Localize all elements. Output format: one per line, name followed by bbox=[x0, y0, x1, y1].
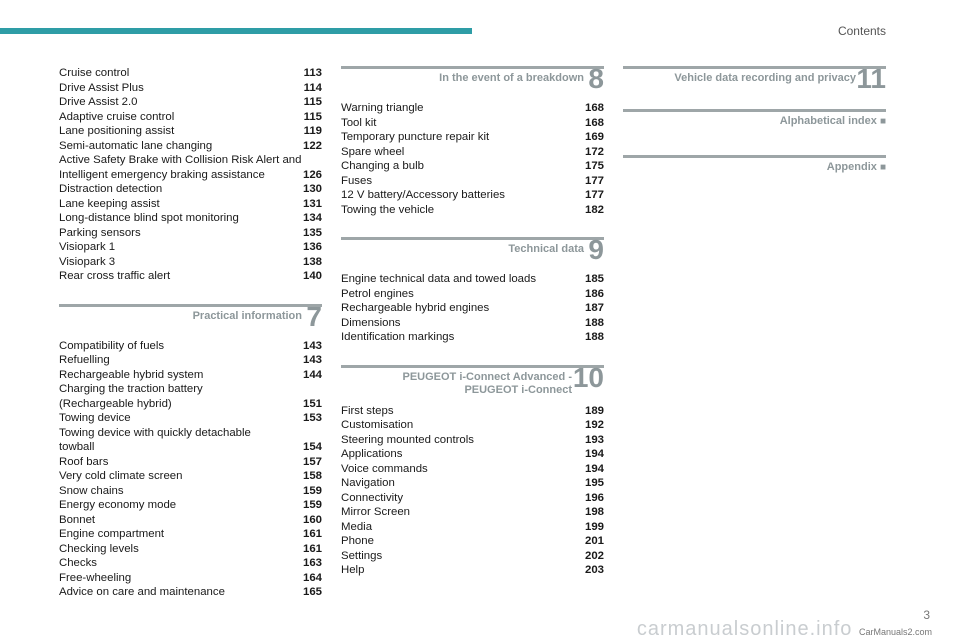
toc-entry-page: 119 bbox=[303, 125, 322, 137]
section-11 bbox=[623, 63, 886, 99]
toc-entry-title: Cruise control bbox=[59, 67, 130, 79]
toc-entry[interactable] bbox=[341, 174, 604, 189]
toc-entry[interactable] bbox=[59, 339, 322, 354]
alphabetical-index-section bbox=[623, 109, 886, 136]
toc-entry[interactable] bbox=[59, 168, 322, 183]
section-10-heading[interactable] bbox=[341, 361, 604, 402]
toc-entry-title: towball bbox=[59, 441, 95, 453]
toc-entry-title: Changing a bulb bbox=[341, 160, 424, 172]
toc-entry-title: Intelligent emergency braking assistance bbox=[59, 168, 265, 181]
toc-entry-page: 199 bbox=[584, 520, 604, 533]
header-label: Contents bbox=[837, 24, 886, 38]
toc-entry[interactable] bbox=[341, 520, 604, 535]
toc-entry-title: Very cold climate screen bbox=[59, 470, 183, 482]
toc-entry[interactable] bbox=[59, 411, 322, 426]
toc-entry-title: Roof bars bbox=[59, 455, 109, 468]
toc-entry[interactable] bbox=[341, 534, 604, 549]
toc-entry[interactable] bbox=[341, 159, 604, 174]
toc-entry-title: Identification markings bbox=[341, 331, 455, 343]
toc-entry[interactable] bbox=[341, 418, 604, 433]
toc-entry[interactable] bbox=[59, 95, 322, 110]
section-10-title-line-2: PEUGEOT i-Connect bbox=[464, 383, 572, 396]
section-9 bbox=[341, 234, 604, 345]
toc-entry-title: Adaptive cruise control bbox=[59, 110, 175, 123]
toc-column-3 bbox=[623, 63, 886, 182]
toc-entry-page: 203 bbox=[584, 564, 604, 576]
toc-entry[interactable] bbox=[59, 255, 322, 270]
toc-entry[interactable] bbox=[59, 269, 322, 284]
section-8-entries bbox=[341, 101, 604, 217]
toc-entry-page: 182 bbox=[584, 203, 604, 216]
toc-entry-page: 140 bbox=[302, 270, 322, 282]
toc-entry[interactable] bbox=[59, 585, 322, 600]
toc-entry-page: 198 bbox=[584, 506, 604, 518]
toc-entry-title: Charging the traction battery bbox=[59, 383, 203, 395]
toc-entry-page: 188 bbox=[584, 316, 604, 329]
toc-entry-title: Warning triangle bbox=[341, 102, 424, 114]
section-10-title-line-1: PEUGEOT i-Connect Advanced - bbox=[402, 370, 572, 383]
toc-entry[interactable] bbox=[341, 301, 604, 316]
toc-entry-page: 135 bbox=[302, 226, 322, 239]
toc-entry-page: 194 bbox=[584, 462, 604, 475]
toc-entry-title: Rechargeable hybrid system bbox=[59, 368, 204, 381]
toc-entry-title: (Rechargeable hybrid) bbox=[59, 397, 172, 410]
toc-entry-page: 113 bbox=[303, 67, 322, 79]
toc-entry[interactable] bbox=[59, 542, 322, 557]
toc-entry-page: 115 bbox=[303, 110, 322, 123]
section-7 bbox=[59, 300, 322, 600]
toc-entry[interactable] bbox=[341, 549, 604, 564]
toc-entry-page: 194 bbox=[584, 448, 604, 460]
toc-entry-title: Bonnet bbox=[59, 513, 96, 526]
toc-entry[interactable] bbox=[341, 563, 604, 578]
section-7-heading[interactable] bbox=[59, 300, 322, 337]
toc-entry[interactable] bbox=[59, 211, 322, 226]
toc-entry-title: Long-distance blind spot monitoring bbox=[59, 212, 239, 224]
toc-entry-title: Snow chains bbox=[59, 484, 124, 497]
toc-entry[interactable] bbox=[59, 455, 322, 470]
toc-entry[interactable] bbox=[59, 197, 322, 212]
toc-entry-page: 159 bbox=[302, 484, 322, 497]
section-10-entries bbox=[341, 404, 604, 578]
toc-entry-page: 136 bbox=[302, 241, 322, 253]
toc-entry[interactable] bbox=[59, 527, 322, 542]
toc-entry-title: Energy economy mode bbox=[59, 499, 177, 511]
toc-entry-title: Engine technical data and towed loads bbox=[341, 273, 537, 285]
toc-entry-title: Checking levels bbox=[59, 542, 139, 555]
toc-entry-title: First steps bbox=[341, 404, 394, 417]
toc-entry-page: 131 bbox=[302, 197, 322, 210]
toc-entry-page: 188 bbox=[584, 331, 604, 343]
toc-entry[interactable] bbox=[341, 404, 604, 419]
toc-entry[interactable] bbox=[341, 145, 604, 160]
toc-entry-title: Phone bbox=[341, 535, 374, 547]
toc-entry-page: 143 bbox=[302, 354, 322, 366]
toc-entry[interactable] bbox=[341, 101, 604, 116]
toc-entry-page: 126 bbox=[302, 168, 322, 181]
toc-entry-page: 187 bbox=[584, 302, 604, 314]
toc-entry-title: Navigation bbox=[341, 477, 395, 489]
toc-entry-title: Settings bbox=[341, 549, 383, 562]
toc-entry-page: 169 bbox=[584, 131, 604, 143]
toc-entry[interactable] bbox=[59, 440, 322, 455]
toc-entry[interactable] bbox=[59, 226, 322, 241]
toc-entry-title: Mirror Screen bbox=[341, 506, 410, 518]
toc-entry-title: Visiopark 1 bbox=[59, 241, 116, 253]
toc-entry[interactable] bbox=[341, 188, 604, 203]
toc-entry[interactable] bbox=[59, 484, 322, 499]
toc-entry-title: Semi-automatic lane changing bbox=[59, 139, 213, 152]
toc-entry[interactable] bbox=[59, 66, 322, 81]
toc-entry-title: Dimensions bbox=[341, 316, 401, 329]
toc-entry[interactable] bbox=[341, 272, 604, 287]
toc-entry-page: 172 bbox=[584, 145, 604, 158]
entry-list bbox=[59, 66, 322, 284]
toc-entry-title: Media bbox=[341, 520, 373, 533]
toc-entry-title: Fuses bbox=[341, 174, 373, 187]
toc-entry-title: Active Safety Brake with Collision Risk Alert and bbox=[59, 154, 302, 166]
toc-entry-page: 157 bbox=[302, 455, 322, 468]
toc-entry-title: Steering mounted controls bbox=[341, 433, 474, 446]
toc-entry[interactable] bbox=[341, 476, 604, 491]
toc-entry-page: 185 bbox=[584, 273, 604, 285]
toc-entry-page: 168 bbox=[584, 116, 604, 129]
section-9-number: 9 bbox=[588, 234, 604, 265]
section-8-number: 8 bbox=[588, 63, 604, 94]
toc-entry[interactable] bbox=[59, 469, 322, 484]
toc-entry-title: Compatibility of fuels bbox=[59, 339, 165, 352]
toc-entry[interactable] bbox=[341, 316, 604, 331]
toc-entry-title: Customisation bbox=[341, 419, 414, 431]
appendix-heading[interactable] bbox=[623, 155, 886, 182]
toc-entry-page: 201 bbox=[584, 535, 604, 547]
toc-entry[interactable] bbox=[341, 116, 604, 131]
toc-entry[interactable] bbox=[59, 139, 322, 154]
section-11-number: 11 bbox=[856, 63, 886, 94]
toc-entry[interactable] bbox=[59, 426, 322, 441]
toc-entry[interactable] bbox=[59, 182, 322, 197]
toc-entry-page: 202 bbox=[584, 549, 604, 562]
toc-entry[interactable] bbox=[59, 81, 322, 96]
section-9-entries bbox=[341, 272, 604, 345]
toc-entry-page: 154 bbox=[302, 441, 322, 453]
toc-entry[interactable] bbox=[341, 505, 604, 520]
toc-entry-page: 138 bbox=[302, 255, 322, 268]
toc-entry-title: Tool kit bbox=[341, 116, 377, 129]
toc-entry-title: Lane keeping assist bbox=[59, 197, 160, 210]
toc-entry-page: 193 bbox=[584, 433, 604, 446]
section-11-title: Vehicle data recording and privacy bbox=[674, 72, 856, 84]
toc-entry[interactable] bbox=[59, 571, 322, 586]
toc-entry-title: Connectivity bbox=[341, 491, 404, 504]
toc-entry-title: Lane positioning assist bbox=[59, 125, 175, 137]
toc-entry[interactable] bbox=[59, 397, 322, 412]
toc-entry[interactable] bbox=[341, 433, 604, 448]
section-7-number: 7 bbox=[306, 300, 322, 332]
section-9-heading[interactable] bbox=[341, 234, 604, 270]
toc-entry-title: Rear cross traffic alert bbox=[59, 270, 171, 282]
toc-entry-page: 186 bbox=[584, 287, 604, 300]
toc-entry-page: 196 bbox=[584, 491, 604, 504]
toc-entry-page: 159 bbox=[302, 499, 322, 511]
header-accent-bar bbox=[0, 28, 472, 34]
toc-entry-title: Refuelling bbox=[59, 354, 110, 366]
toc-entry[interactable] bbox=[59, 124, 322, 139]
toc-entry-title: Rechargeable hybrid engines bbox=[341, 302, 490, 314]
toc-entry[interactable] bbox=[59, 498, 322, 513]
toc-entry-page: 177 bbox=[584, 174, 604, 187]
toc-entry-page: 164 bbox=[302, 571, 322, 584]
toc-entry-title: Spare wheel bbox=[341, 145, 405, 158]
alphabetical-index-heading[interactable] bbox=[623, 109, 886, 136]
section-7-entries bbox=[59, 339, 322, 600]
square-bullet-icon: ■ bbox=[879, 162, 886, 173]
toc-entry-page: 143 bbox=[302, 339, 322, 352]
toc-entry[interactable] bbox=[59, 513, 322, 528]
toc-column-2 bbox=[341, 63, 604, 578]
toc-entry[interactable] bbox=[341, 130, 604, 145]
toc-entry-page: 168 bbox=[584, 102, 604, 114]
toc-entry[interactable] bbox=[59, 240, 322, 255]
section-7-title: Practical information bbox=[192, 309, 302, 322]
toc-entry-title: Drive Assist Plus bbox=[59, 81, 144, 94]
toc-entry[interactable] bbox=[341, 203, 604, 218]
section-10-number: 10 bbox=[572, 361, 604, 393]
section-8 bbox=[341, 63, 604, 217]
toc-entry-page: 115 bbox=[303, 96, 322, 108]
toc-entry[interactable] bbox=[59, 110, 322, 125]
alphabetical-index-title bbox=[780, 115, 886, 128]
toc-entry[interactable] bbox=[341, 447, 604, 462]
toc-entry-page: 189 bbox=[584, 404, 604, 417]
toc-entry-title: Temporary puncture repair kit bbox=[341, 131, 490, 143]
toc-entry-title: Voice commands bbox=[341, 462, 428, 475]
toc-entry-page: 195 bbox=[584, 477, 604, 489]
toc-entry-title: Drive Assist 2.0 bbox=[59, 96, 138, 108]
watermark-text: carmanualsonline.info bbox=[636, 618, 853, 640]
section-11-heading[interactable] bbox=[623, 63, 886, 99]
section-8-title: In the event of a breakdown bbox=[439, 72, 584, 84]
toc-entry-title: Petrol engines bbox=[341, 287, 414, 300]
toc-entry-page: 144 bbox=[302, 368, 322, 381]
toc-entry-title: 12 V battery/Accessory batteries bbox=[341, 189, 505, 201]
appendix-title bbox=[827, 161, 886, 174]
toc-entry-page: 153 bbox=[302, 412, 322, 424]
toc-entry[interactable] bbox=[59, 353, 322, 368]
toc-entry-page: 161 bbox=[302, 542, 322, 555]
toc-entry[interactable] bbox=[341, 287, 604, 302]
toc-entry[interactable] bbox=[341, 491, 604, 506]
toc-entry[interactable] bbox=[59, 556, 322, 571]
appendix-label: Appendix bbox=[826, 161, 877, 173]
toc-entry-page: 130 bbox=[302, 183, 322, 195]
toc-entry[interactable] bbox=[341, 462, 604, 477]
watermark-small-text: CarManuals2.com bbox=[858, 627, 932, 637]
toc-entry-title: Engine compartment bbox=[59, 528, 165, 540]
toc-entry-title: Visiopark 3 bbox=[59, 255, 116, 268]
toc-entry-page: 158 bbox=[302, 470, 322, 482]
toc-column-1 bbox=[59, 66, 322, 600]
toc-entry-page: 192 bbox=[584, 419, 604, 431]
section-9-title: Technical data bbox=[508, 243, 584, 255]
page-number: 3 bbox=[923, 608, 930, 622]
toc-entry-title: Distraction detection bbox=[59, 183, 163, 195]
section-10-title bbox=[402, 371, 572, 397]
toc-entry[interactable] bbox=[59, 382, 322, 397]
watermark bbox=[637, 618, 932, 641]
toc-entry-page: 163 bbox=[302, 557, 322, 569]
toc-entry-page: 114 bbox=[303, 81, 322, 94]
toc-entry[interactable] bbox=[59, 153, 322, 168]
toc-entry-title: Free-wheeling bbox=[59, 571, 132, 584]
toc-entry-page: 134 bbox=[302, 212, 322, 224]
toc-entry-title: Towing device bbox=[59, 412, 131, 424]
toc-entry-title: Checks bbox=[59, 557, 97, 569]
toc-entry-page: 151 bbox=[302, 397, 322, 410]
toc-entry-page: 160 bbox=[302, 513, 322, 526]
toc-entry-page: 122 bbox=[302, 139, 322, 152]
toc-entry[interactable] bbox=[59, 368, 322, 383]
square-bullet-icon: ■ bbox=[879, 116, 886, 127]
toc-entry-title: Towing the vehicle bbox=[341, 203, 435, 216]
toc-entry[interactable] bbox=[341, 330, 604, 345]
toc-entry-title: Help bbox=[341, 564, 365, 576]
toc-entry-title: Applications bbox=[341, 448, 403, 460]
toc-entry-title: Towing device with quickly detachable bbox=[59, 426, 251, 439]
toc-entry-page: 175 bbox=[584, 160, 604, 172]
section-8-heading[interactable] bbox=[341, 63, 604, 99]
appendix-section bbox=[623, 155, 886, 182]
toc-entry-page: 177 bbox=[584, 189, 604, 201]
section-10 bbox=[341, 361, 604, 578]
toc-entry-page: 161 bbox=[302, 528, 322, 540]
toc-entry-page: 165 bbox=[302, 586, 322, 598]
alphabetical-index-label: Alphabetical index bbox=[779, 115, 877, 127]
toc-entry-title: Advice on care and maintenance bbox=[59, 586, 225, 598]
toc-entry-title: Parking sensors bbox=[59, 226, 141, 239]
